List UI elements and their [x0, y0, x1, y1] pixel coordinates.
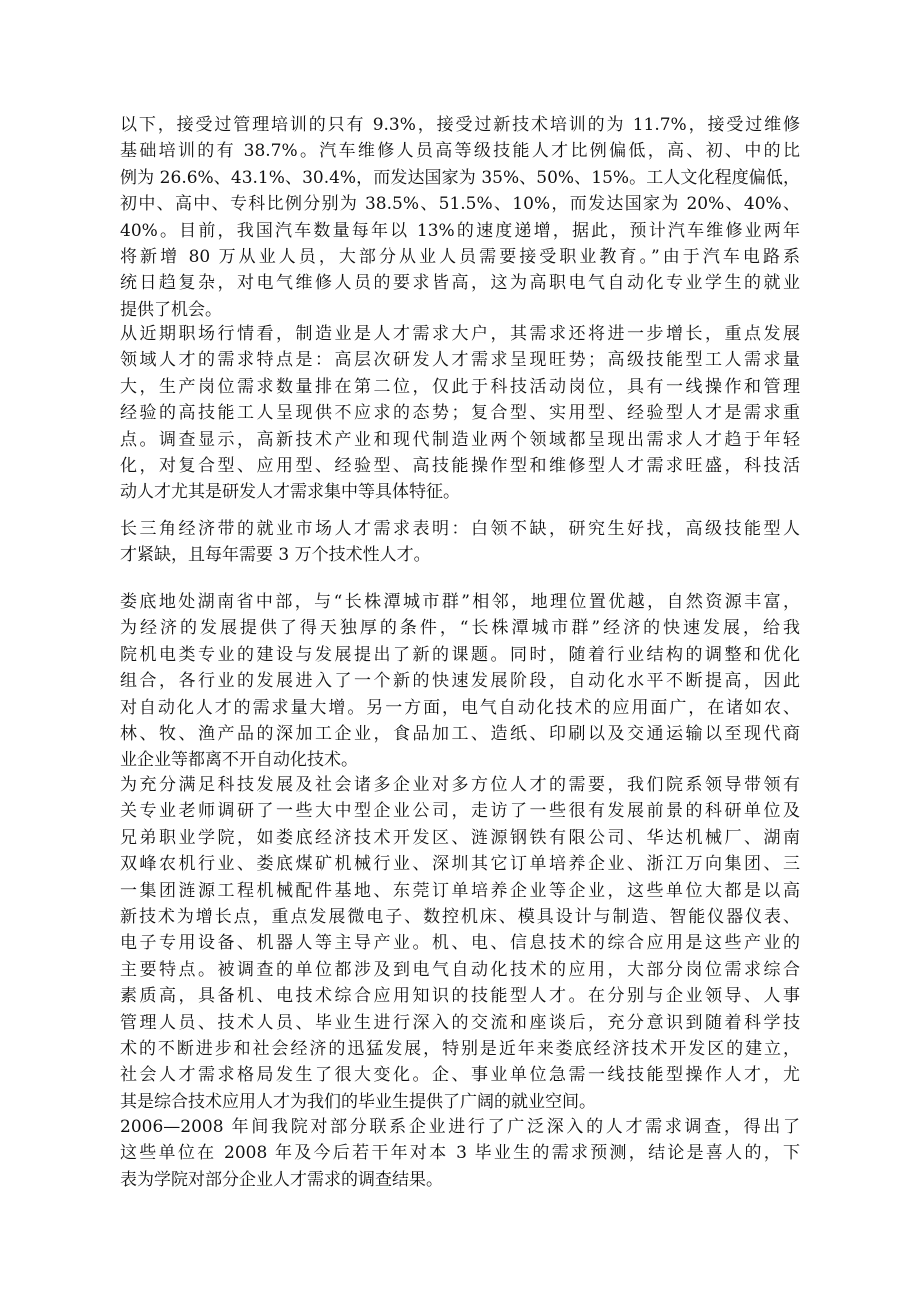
text-line: 组合，各行业的发展进入了一个新的快速发展阶段，自动化水平不断提高，因此 [120, 671, 800, 692]
text-line: 基础培训的有 38.7%。汽车维修人员高等级技能人才比例偏低，高、初、中的比 [120, 141, 800, 162]
text-line: 初中、高中、专科比例分别为 38.5%、51.5%、10%，而发达国家为 20%、40%、 [120, 194, 800, 215]
text-line: 电子专用设备、机器人等主导产业。机、电、信息技术的综合应用是这些产业的 [120, 933, 800, 954]
text-line: 表为学院对部分企业人才需求的调查结果。 [120, 1169, 443, 1190]
text-line: 为经济的发展提供了得天独厚的条件，“长株潭城市群”经济的快速发展，给我 [120, 618, 800, 639]
text-line: 关专业老师调研了一些大中型企业公司，走访了一些很有发展前景的科研单位及 [120, 801, 800, 822]
text-line: 主要特点。被调查的单位都涉及到电气自动化技术的应用，大部分岗位需求综合 [120, 959, 800, 980]
paragraph [120, 772, 800, 1115]
text-line: 兄弟职业学院，如娄底经济技术开发区、涟源钢铁有限公司、华达机械厂、湖南 [120, 827, 800, 848]
text-line: 业企业等都离不开自动化技术。 [120, 750, 358, 771]
text-line: 新技术为增长点，重点发展微电子、数控机床、模具设计与制造、智能仪器仪表、 [120, 906, 800, 927]
text-line: 以下，接受过管理培训的只有 9.3%，接受过新技术培训的为 11.7%，接受过维修 [120, 115, 800, 135]
text-line: 林、牧、渔产品的深加工企业，食品加工、造纸、印刷以及交通运输以至现代商 [120, 723, 800, 744]
paragraph [120, 1114, 800, 1193]
paragraph [120, 112, 800, 323]
text-line: 动人才尤其是研发人才需求集中等具体特征。 [120, 482, 460, 503]
text-line: 一集团涟源工程机械配件基地、东莞订单培养企业等企业，这些单位大都是以高 [120, 880, 800, 901]
text-line: 大，生产岗位需求数量排在第二位，仅此于科技活动岗位，具有一线操作和管理 [120, 376, 800, 397]
text-line: 这些单位在 2008 年及今后若干年对本 3 毕业生的需求预测，结论是喜人的，下 [120, 1143, 800, 1164]
text-line: 社会人才需求格局发生了很大变化。企、事业单位急需一线技能型操作人才，尤 [120, 1065, 800, 1086]
text-line: 长三角经济带的就业市场人才需求表明：白领不缺，研究生好找，高级技能型人 [120, 519, 800, 539]
text-line: 统日趋复杂，对电气维修人员的要求皆高，这为高职电气自动化专业学生的就业 [120, 273, 800, 294]
text-line: 领域人才的需求特点是：高层次研发人才需求呈现旺势；高级技能型工人需求量 [120, 350, 800, 371]
text-line: 院机电类专业的建设与发展提出了新的课题。同时，随着行业结构的调整和优化 [120, 644, 800, 665]
text-line: 管理人员、技术人员、毕业生进行深入的交流和座谈后，充分意识到随着科学技 [120, 1012, 800, 1033]
text-line: 化，对复合型、应用型、经验型、高技能操作型和维修型人才需求旺盛，科技活 [120, 455, 800, 476]
text-line: 提供了机会。 [120, 299, 222, 320]
text-line: 才紧缺，且每年需要 3 万个技术性人才。 [120, 545, 431, 566]
text-line: 将新增 80 万从业人员，大部分从业人员需要接受职业教育。”由于汽车电路系 [120, 246, 800, 267]
text-line: 40%。目前，我国汽车数量每年以 13%的速度递增，据此，预计汽车维修业两年 [120, 220, 800, 241]
text-line: 从近期职场行情看，制造业是人才需求大户，其需求还将进一步增长，重点发展 [120, 324, 800, 344]
text-line: 例为 26.6%、43.1%、30.4%，而发达国家为 35%、50%、15%。工人文化程度偏低， [120, 167, 800, 188]
text-line: 其是综合技术应用人才为我们的毕业生提供了广阔的就业空间。 [120, 1091, 596, 1112]
text-line: 为充分满足科技发展及社会诸多企业对多方位人才的需要，我们院系领导带领有 [120, 775, 800, 795]
text-line: 2006—2008 年间我院对部分联系企业进行了广泛深入的人才需求调查，得出了 [120, 1117, 800, 1137]
text-line: 点。调查显示，高新技术产业和现代制造业两个领域都呈现出需求人才趋于年轻 [120, 429, 800, 450]
text-line: 对自动化人才的需求量大增。另一方面，电气自动化技术的应用面广，在诸如农、 [120, 697, 800, 718]
paragraph [120, 589, 800, 774]
text-line: 娄底地处湖南省中部，与“长株潭城市群”相邻，地理位置优越，自然资源丰富， [120, 592, 800, 612]
paragraph [120, 321, 800, 506]
paragraph [120, 516, 800, 569]
text-line: 素质高，具备机、电技术综合应用知识的技能型人才。在分别与企业领导、人事 [120, 986, 800, 1007]
text-line: 双峰农机行业、娄底煤矿机械行业、深圳其它订单培养企业、浙江万向集团、三 [120, 854, 800, 875]
text-line: 经验的高技能工人呈现供不应求的态势；复合型、实用型、经验型人才是需求重 [120, 403, 800, 424]
text-line: 术的不断进步和社会经济的迅猛发展，特别是近年来娄底经济技术开发区的建立， [120, 1038, 800, 1059]
